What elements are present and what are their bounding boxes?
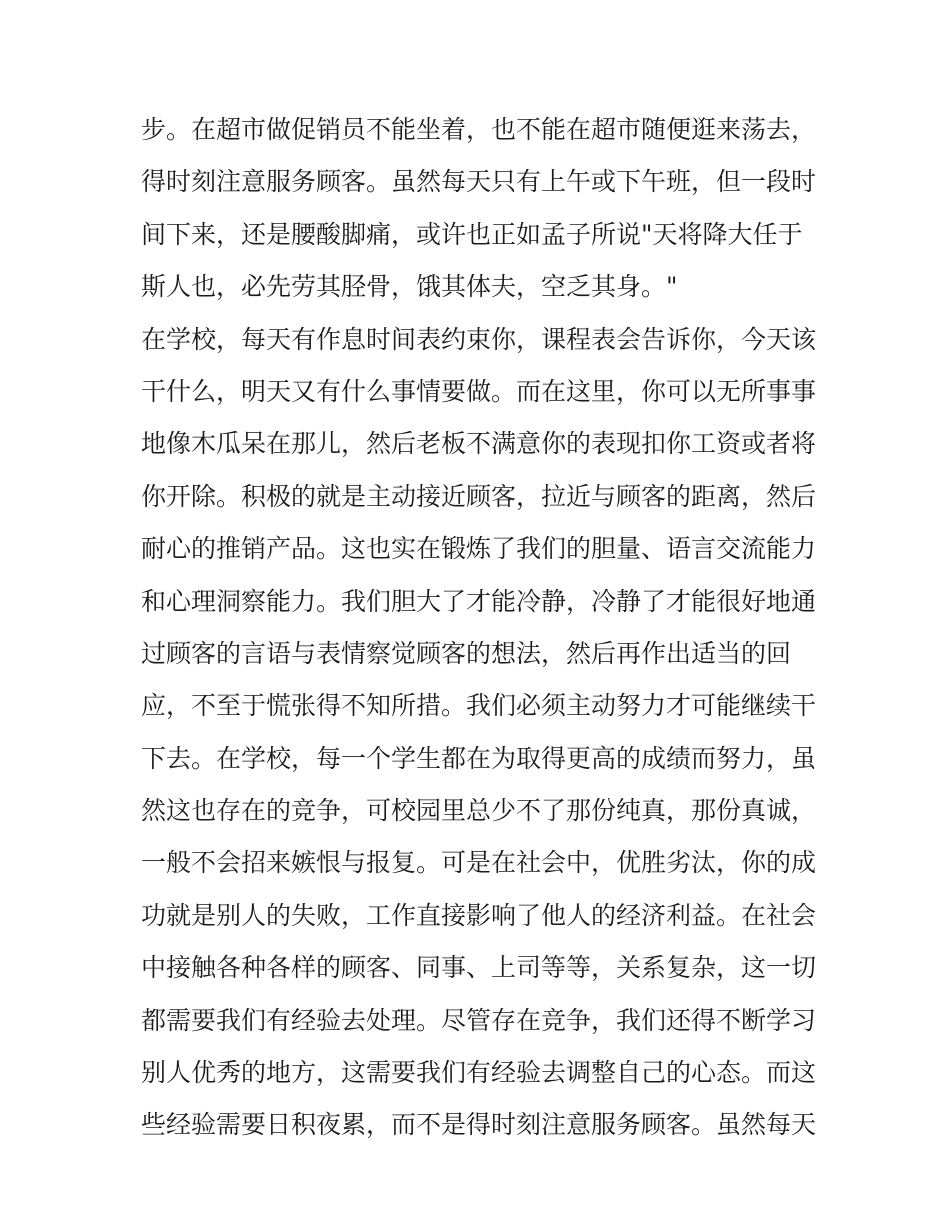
text-line: 中接触各种各样的顾客、同事、上司等等，关系复杂，这一切	[141, 953, 817, 983]
text-line: 别人优秀的地方，这需要我们有经验去调整自己的心态。而这	[141, 1058, 817, 1088]
text-line: 地像木瓜呆在那儿，然后老板不满意你的表现扣你工资或者将	[141, 429, 817, 459]
text-line: 你开除。积极的就是主动接近顾客，拉近与顾客的距离，然后	[141, 481, 817, 511]
text-line: 斯人也，必先劳其胫骨，饿其体夫，空乏其身。"	[141, 272, 678, 302]
text-line: 一般不会招来嫉恨与报复。可是在社会中，优胜劣汰，你的成	[141, 848, 817, 878]
text-line: 得时刻注意服务顾客。虽然每天只有上午或下午班，但一段时	[141, 167, 817, 197]
text-line: 然这也存在的竞争，可校园里总少不了那份纯真，那份真诚，	[141, 796, 817, 826]
text-line: 步。在超市做促销员不能坐着，也不能在超市随便逛来荡去，	[141, 115, 817, 144]
text-line: 干什么，明天又有什么事情要做。而在这里，你可以无所事事	[141, 376, 817, 406]
text-line: 都需要我们有经验去处理。尽管存在竞争，我们还得不断学习	[141, 1005, 817, 1035]
text-line: 间下来，还是腰酸脚痛，或许也正如孟子所说"天将降大任于	[141, 219, 803, 249]
text-line: 和心理洞察能力。我们胆大了才能冷静，冷静了才能很好地通	[141, 586, 817, 616]
text-line: 应，不至于慌张得不知所措。我们必须主动努力才可能继续干	[141, 691, 817, 721]
text-line: 功就是别人的失败，工作直接影响了他人的经济利益。在社会	[141, 900, 817, 930]
text-line: 耐心的推销产品。这也实在锻炼了我们的胆量、语言交流能力	[141, 534, 817, 564]
body-text	[141, 104, 821, 1152]
text-line: 些经验需要日积夜累，而不是得时刻注意服务顾客。虽然每天	[141, 1110, 817, 1140]
text-line: 过顾客的言语与表情察觉顾客的想法，然后再作出适当的回	[141, 638, 792, 668]
text-line: 在学校，每天有作息时间表约束你，课程表会告诉你，今天该	[141, 324, 817, 354]
text-line: 下去。在学校，每一个学生都在为取得更高的成绩而努力，虽	[141, 743, 817, 773]
